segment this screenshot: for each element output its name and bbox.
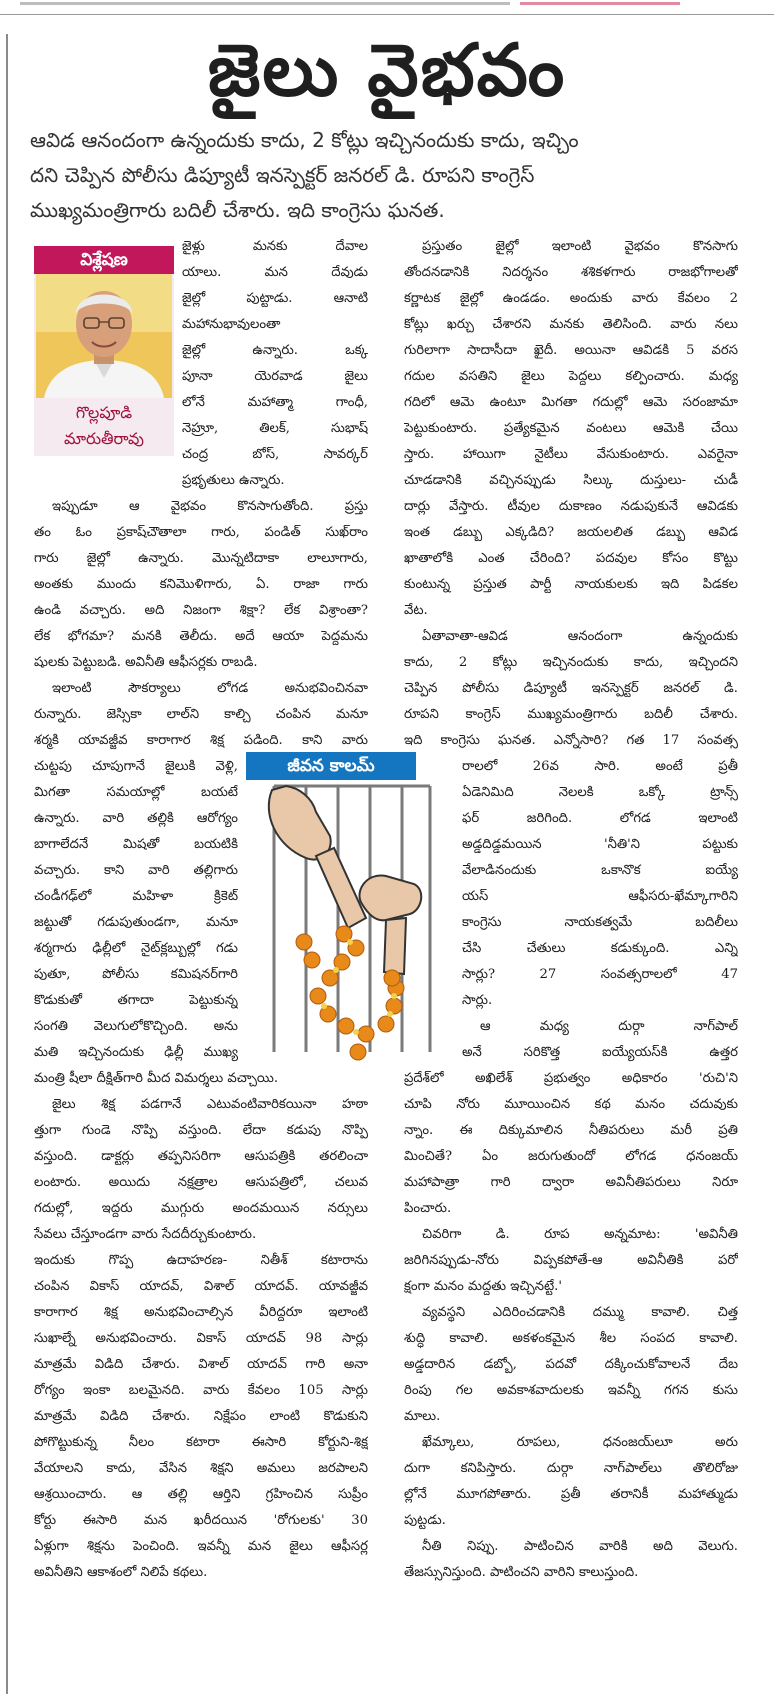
right-column-line: కాదు, 2 కోట్లు ఇచ్చినందుకు కాదు, ఇచ్చిందని (404, 655, 738, 670)
right-column-line: తోందనడానికి నిదర్శనం శశికళగారు రాజభోగాలతో (404, 265, 738, 280)
left-column-line: సంగతి వెలుగులోకొచ్చింది. అను (34, 1019, 238, 1034)
left-column-line: చంద్ర బోస్, సావర్కర్ (182, 447, 368, 462)
left-column-line: కొడుకుతో తగాదా పెట్టుకున్న (34, 993, 238, 1008)
left-column-line: ఉండి వచ్చారు. అది నిజంగా శిక్షా? లేక విశ్రాంతా? (34, 603, 368, 618)
author-name (34, 400, 174, 452)
left-column-line: ఏళ్లుగా శిక్షను పెంచింది. ఇవన్నీ మన జైలు ఆఫీసర్ల (34, 1539, 368, 1554)
left-column-line: లోనే మహాత్మా గాంధీ, (182, 395, 368, 410)
right-column-line: మహాపాత్రా గారి ద్వారా అవినీతిపరులు నిరూ (404, 1175, 738, 1190)
right-column-line: స్తారు. హాయిగా నైటీలు వేసుకుంటారు. ఎవరైనా (404, 447, 738, 462)
header-accent-rule (520, 2, 680, 5)
left-column-line: జైలు శిక్ష పడగానే ఎటువంటివారికయినా హఠా (52, 1097, 368, 1112)
left-column-line: వేయాలని కాదు, వేసిన శిక్షని అమలు జరపాలని (34, 1461, 368, 1476)
left-column-line: నెహ్రూ, తిలక్, సుభాష్ (182, 421, 368, 436)
right-column-line: ఆ మధ్య దుర్గా నాగ్‌పాల్ (480, 1019, 738, 1034)
right-column-line: పుట్టడు. (404, 1513, 446, 1528)
left-column-line: మతి ఇచ్చినందుకు ఢిల్లీ ముఖ్య (34, 1045, 238, 1060)
right-column-line: వేట. (404, 603, 428, 618)
left-column-line: గదుల్లో, ఇద్దరు ముగ్గురు అందమయిన నర్సులు (34, 1201, 368, 1216)
right-column-line: గురిలాగా సాదాసీదా ఖైదీ. అయినా ఆవిడకి 5 వరస (404, 343, 738, 358)
right-column-line: గదిలో ఆమె ఉంటూ మిగతా గదుల్లో ఆమె సరంజామా (404, 395, 738, 410)
left-column-line: రున్నారు. జెస్సికా లాల్‌ని కాల్చి చంపిన మనూ (34, 707, 368, 722)
left-column-line: రోగ్యం ఇంకా బలమైనది. వారు కేవలం 105 సార్లు (34, 1383, 368, 1398)
right-column-line: రూపని కాంగ్రెస్ ముఖ్యమంత్రిగారు బదిలీ చేశారు. (404, 707, 738, 722)
lead-line: ఆవిడ ఆనందంగా ఉన్నందుకు కాదు, 2 కోట్లు ఇచ్చినందుకు కాదు, ఇచ్చిం (30, 128, 579, 152)
right-column-line: ఏడెనిమిది నెలలకి ఒక్కో ట్రాన్స్ (462, 785, 738, 800)
right-column-line: సార్లు? 27 సంవత్సరాలలో 47 (462, 967, 738, 982)
right-column-line: అడ్డదిడ్డమయిన 'నీతి'ని పట్టుకు (462, 837, 738, 852)
right-column-line: మించితే? ఏం జరుగుతుందో లోగడ ధనంజయ్ (404, 1149, 738, 1164)
left-column-line: మాత్రమే విడిది చేశారు. నిక్షేపం లాంటి కొడుకుని (34, 1409, 368, 1424)
right-column-line: జరిగినప్పుడు-నోరు విప్పకపోతే-ఆ అవినీతికి పరో (404, 1253, 738, 1268)
author-name-line: మారుతీరావు (63, 429, 145, 448)
author-photo (36, 274, 172, 398)
left-column-line: చంపిన వికాస్ యాదవ్, విశాల్ యాదవ్. యావజ్జీవ (34, 1279, 368, 1294)
left-column-line: వచ్చారు. కాని వారి తల్లిగారు (34, 863, 238, 878)
left-column-line: అంతకు ముందు కనిమొళిగారు, ఏ. రాజా గారు (34, 577, 368, 592)
right-column-line: వ్యవస్థని ఎదిరించడానికి దమ్ము కావాలి. చిత్త (422, 1305, 738, 1320)
left-column-line: శర్మగారు ఢిల్లీలో నైట్‌క్లబ్బుల్లో గడు (34, 941, 238, 956)
right-column-line: రాలలో 26వ సారి. అంటే ప్రతీ (462, 759, 738, 774)
left-column-line: జైళ్లు మనకు దేవాల (182, 239, 368, 254)
right-column-line: నీతి నిప్పు. పాటించిన వారికి అది వెలుగు. (422, 1539, 738, 1554)
left-column-line: కోర్టు ఈసారి మన ఖరీదయిన 'రోగులకు' 30 (34, 1513, 368, 1528)
right-column-line: కర్ణాటక జైల్లో ఉండడం. అందుకు వారు కేవలం 2 (404, 291, 738, 306)
right-column-line: పెట్టుకుంటారు. ప్రత్యేకమైన వంటలు ఆమెకి చేయి (404, 421, 738, 436)
right-column-line: గదుల వసతిని జైలు పెద్దలు కల్పించారు. మధ్య (404, 369, 738, 384)
author-card (34, 246, 174, 456)
left-column-line: చుట్టపు చూపుగానే జైలుకి వెళ్లి, (34, 759, 238, 774)
right-column-line: రింపు గల అవకాశవాదులకు ఇవన్నీ గగన కుసు (404, 1383, 738, 1398)
left-column-line: జట్టుతో గడుపుతుండగా, మనూ (34, 915, 238, 930)
left-column-line: షులకు పెట్టుబడి. అవినీతి ఆఫీసర్లకు రాబడి. (34, 655, 258, 670)
right-column-line: చూడడానికి వచ్చినప్పుడు సిల్కు దుస్తులు- చుడీ (404, 473, 738, 488)
left-column-line: ఆశ్రయించారు. ఆ తల్లి ఆర్తిని గ్రహించిన సుప్రీం (34, 1487, 368, 1502)
left-column-line: జైల్లో పుట్టాడు. ఆనాటి (182, 291, 368, 306)
left-margin-rule (6, 34, 8, 1694)
right-column-line: ఖేమ్కాలు, రూపలు, ధనంజయ్‌లూ అరు (422, 1435, 738, 1450)
lead-line: ముఖ్యమంత్రిగారు బదిలీ చేశారు. ఇది కాంగ్రెసు ఘనత. (30, 198, 445, 222)
left-column-line: మిగతా సమయాల్లో బయటే (34, 785, 238, 800)
right-column-line: అనే సరికొత్త ఐయ్యేయస్‌కి ఉత్తర (462, 1045, 738, 1060)
left-column-line: మంత్రి షీలా దీక్షిత్‌గారి మీద విమర్శలు వచ్చాయి. (34, 1071, 279, 1086)
right-column-line: మాలు. (404, 1409, 441, 1424)
left-column-line: పోగొట్టుకున్న నీలం కటారా ఈసారి కోర్టుని-శిక్ష (34, 1435, 368, 1450)
left-column-line: చండీగఢ్‌లో మహిళా క్రికెట్ (34, 889, 238, 904)
left-column-line: మహానుభావులంతా (182, 317, 281, 332)
right-column-line: యస్ ఆఫీసరు-ఖేమ్కాగారిని (462, 889, 738, 904)
right-column-line: వేలాడినందుకు ఒకానొక ఐయ్యే (462, 863, 738, 878)
left-column-line: జైల్లో ఉన్నారు. ఒక్క (182, 343, 368, 358)
right-column-line: చెప్పిన పోలీసు డిప్యూటీ ఇనస్పెక్టర్ జనరల్ డి. (404, 681, 738, 696)
left-column-line: అవినీతిని ఆకాశంలో నిలిపే కథలు. (34, 1565, 208, 1580)
right-column-line: క్షంగా మనం మద్దతు ఇచ్చినట్టే.' (404, 1279, 563, 1294)
right-column-line: పించారు. (404, 1201, 452, 1216)
right-column-line: కోట్లు ఖర్చు చేశారని మనకు తెలిసింది. వారు నలు (404, 317, 738, 332)
right-column-line: ప్రదేశ్‌లో అఖిలేశ్ ప్రభుత్వం అధికారం 'రుచి'ని (404, 1071, 738, 1086)
right-column-line: శుద్ధి కావాలి. అకళంకమైన శీల సంపద కావాలి. (404, 1331, 738, 1346)
right-column-line: ఏతావాతా-ఆవిడ ఆనందంగా ఉన్నందుకు (422, 629, 738, 644)
left-column-line: ఉన్నారు. వారి తల్లికి ఆరోగ్యం (34, 811, 238, 826)
left-column-line: శర్మకి యావజ్జీవ కారాగార శిక్ష పడింది. కాని వారు (34, 733, 368, 748)
right-column-line: చేసి చేతులు కడుక్కుంది. ఎన్ని (462, 941, 738, 956)
left-column-line: ఇలాంటి సౌకర్యాలు లోగడ అనుభవించినవా (52, 681, 368, 696)
right-column-line: ఖాతాలోకి ఎంత చేరింది? పదవుల కోసం కొట్టు (404, 551, 738, 566)
left-column-line: తం ఓం ప్రకాష్‌చౌతాలా గారు, పండిత్ సుఖ్‌రాం (34, 525, 368, 540)
right-column-line: అడ్డదారిన డబ్బో, పదవో దక్కించుకోవాలనే దేబ (404, 1357, 738, 1372)
right-column-line: తేజస్సునిస్తుంది. పాటించని వారిని కాలుస్తుంది. (404, 1565, 639, 1580)
right-column-line: సార్లు. (462, 993, 493, 1008)
left-column-line: యాలు. మన దేవుడు (182, 265, 368, 280)
left-column-line: పూనా యెరవాడ జైలు (182, 369, 368, 384)
column-label: విశ్లేషణ (34, 246, 174, 274)
left-column-line: లంటారు. అయిదు నక్షత్రాల ఆసుపత్రిలో, చలువ (34, 1175, 368, 1190)
right-column-line: కాంగ్రెసు నాయకత్వమే బదిలీలు (462, 915, 738, 930)
left-column-line: త్తుగా గుండె నొప్పి వస్తుంది. లేదా కడుపు నొప్పి (34, 1123, 368, 1138)
author-name-line: గొల్లపూడి (75, 403, 133, 422)
left-column-line: కారాగార శిక్ష అనుభవించాల్సిన వీరిద్దరూ ఇలాంటి (34, 1305, 368, 1320)
right-column-line: చూపి నోరు మూయించిన కథ మనం చదువుకు (404, 1097, 738, 1112)
illustration (246, 752, 452, 1074)
left-column-line: మాత్రమే విడిది చేశారు. విశాల్ యాదవ్ గారి అనా (34, 1357, 368, 1372)
left-column-line: సుఖాల్నే అనుభవించారు. వికాస్ యాదవ్ 98 సార్లు (34, 1331, 368, 1346)
right-column-line: న్నాం. ఈ దిక్కుమాలిన నీతిపరులు మరీ ప్రతి (404, 1123, 738, 1138)
left-column-line: ప్రభృతులు ఉన్నారు. (182, 473, 285, 488)
right-column-line: ఫర్ జరిగింది. లోగడ ఇలాంటి (462, 811, 738, 826)
header-rule (20, 2, 510, 5)
lead-line: దని చెప్పిన పోలీసు డిప్యూటీ ఇనస్పెక్టర్ జనరల్ డి. రూపని కాంగ్రెస్ (30, 163, 535, 187)
right-column-line: కుంటున్న ప్రస్తుత పార్టీ నాయకులకు ఇది పిడకల (404, 577, 738, 592)
illustration-label: జీవన కాలమ్ (246, 752, 416, 780)
left-column-line: సేవలు చేస్తూండగా వారు సేదదీర్చుకుంటారు. (34, 1227, 257, 1242)
right-column-line: దుగా కనిపిస్తారు. దుర్గా నాగ్‌పాల్‌లు తొలిరోజు (404, 1461, 738, 1476)
left-column-line: ఇందుకు గొప్ప ఉదాహరణ- నితీశ్ కటారాను (34, 1253, 368, 1268)
top-strip (0, 0, 774, 15)
right-column-line: ల్లోనే మూగపోతారు. ప్రతీ తరానికీ మహాత్ముడు (404, 1487, 738, 1502)
left-column-line: ఇప్పుడూ ఆ వైభవం కొనసాగుతోంది. ప్రస్తు (52, 499, 368, 514)
article-lead (30, 123, 750, 228)
left-column-line: లేక భోగమా? మనకి తెలీదు. అదే ఆయా పెద్దమను (34, 629, 368, 644)
left-column-line: గారు జైల్లో ఉన్నారు. మొన్నటిదాకా లాలూగారు, (34, 551, 368, 566)
article-title: జైలు వైభవం (207, 28, 567, 112)
right-column-line: దార్లు వేస్తారు. టీవుల దుకాణం నడుపుకునే ఆవిడకు (404, 499, 738, 514)
left-column-line: బాగాలేదనే మిషతో బయటికి (34, 837, 238, 852)
left-column-line: పుతూ, పోలీసు కమిషనర్‌గారి (34, 967, 238, 982)
right-column-line: ప్రస్తుతం జైల్లో ఇలాంటి వైభవం కొనసాగు (422, 239, 738, 254)
left-column-line: వస్తుంది. డాక్టర్లు తప్పనిసరిగా ఆసుపత్రికి తరలించా (34, 1149, 368, 1164)
right-column-line: చివరిగా డి. రూప అన్నమాట: 'అవినీతి (422, 1227, 738, 1242)
right-column-line: ఇంత డబ్బు ఎక్కడిది? జయలలిత డబ్బు ఆవిడ (404, 525, 738, 540)
right-column-line: ఇది కాంగ్రెసు ఘనత. ఎన్నోసారి? గత 17 సంవత్స (404, 733, 738, 748)
